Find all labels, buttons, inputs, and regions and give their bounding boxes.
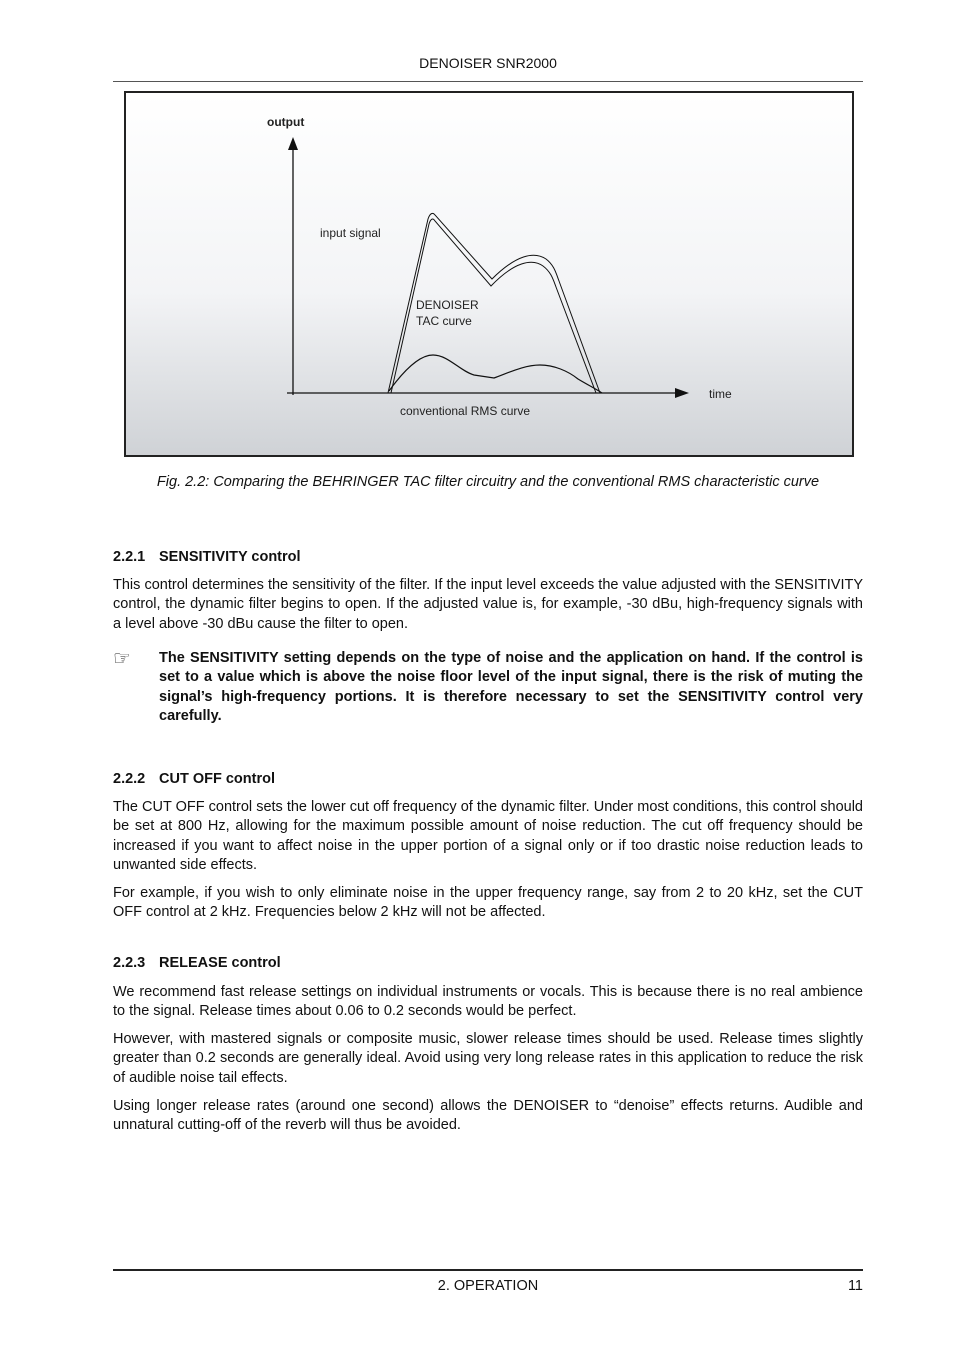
footer-rule: [113, 1269, 863, 1271]
section-title: SENSITIVITY control: [159, 549, 301, 565]
x-axis-arrow: [675, 388, 689, 398]
section-heading-sensitivity: [113, 549, 301, 565]
paragraph: The CUT OFF control sets the lower cut off frequency of the dynamic filter. Under most conditions, this control should be set at 800 Hz, allowing for the maximum possible amount of noise reduction. The cut off frequency should be increased if you want to affect noise in the upper portion of a signal only or if too drastic noise reduction leads to unwanted side effects.: [113, 799, 863, 873]
figure-caption: Fig. 2.2: Comparing the BEHRINGER TAC filter circuitry and the conventional RMS characteristic curve: [156, 474, 820, 490]
section-number: 2.2.2: [113, 771, 146, 787]
paragraph: Using longer release rates (around one second) allows the DENOISER to “denoise” effects returns. Audible and unnatural cutting-off of the reverb will thus be avoided.: [113, 1098, 863, 1134]
paragraph: However, with mastered signals or composite music, slower release times should be used. Release times slightly greater than 0.2 seconds are generally ideal. Avoid using very long release rates in this application to reduce the risk of audible noise tail effects.: [113, 1031, 863, 1086]
page-header-title: DENOISER SNR2000: [419, 55, 557, 71]
section-heading-release: [113, 955, 281, 971]
header-rule: [113, 81, 863, 82]
x-axis-label: time: [709, 387, 732, 401]
tac-vs-rms-diagram: [126, 93, 852, 455]
section-title: CUT OFF control: [159, 771, 275, 787]
paragraph: For example, if you wish to only eliminate noise in the upper frequency range, say from 2 to 20 kHz, set the CUT OFF control at 2 kHz. Frequencies below 2 kHz will not be affected.: [113, 885, 863, 921]
tac-label-line1: DENOISER: [416, 298, 479, 312]
note-block: [113, 646, 863, 726]
footer-section: 2. OPERATION: [437, 1278, 539, 1294]
y-axis-label: output: [267, 115, 305, 129]
section-number: 2.2.1: [113, 549, 146, 565]
rms-label: conventional RMS curve: [400, 404, 531, 418]
section-title: RELEASE control: [159, 955, 281, 971]
y-axis-arrow: [288, 137, 298, 150]
note-text: The SENSITIVITY setting depends on the type of noise and the application on hand. If the control is set to a value which is above the noise floor level of the input signal, there is the risk of muting the signal’s high-frequency portions. It is therefore necessary to set the SENSITIVITY control very carefully.: [159, 650, 863, 724]
pointing-hand-icon: ☞: [113, 646, 131, 670]
page-number: 11: [847, 1278, 863, 1294]
paragraph: This control determines the sensitivity of the filter. If the input level exceeds the value adjusted with the SENSITIVITY control, the dynamic filter begins to open. If the adjusted value is, for example, -30 dBu, high-frequency signals with a level above -30 dBu cause the filter to open.: [113, 577, 863, 632]
figure-box: [124, 91, 854, 457]
section-number: 2.2.3: [113, 955, 146, 971]
input-signal-label: input signal: [320, 226, 381, 240]
section-heading-cut-off: [113, 771, 275, 787]
paragraph: We recommend fast release settings on individual instruments or vocals. This is because there is no real ambience to the signal. Release times about 0.06 to 0.2 seconds would be perfect.: [113, 984, 863, 1020]
tac-curve: [389, 355, 602, 393]
tac-label-line2: TAC curve: [416, 314, 472, 328]
